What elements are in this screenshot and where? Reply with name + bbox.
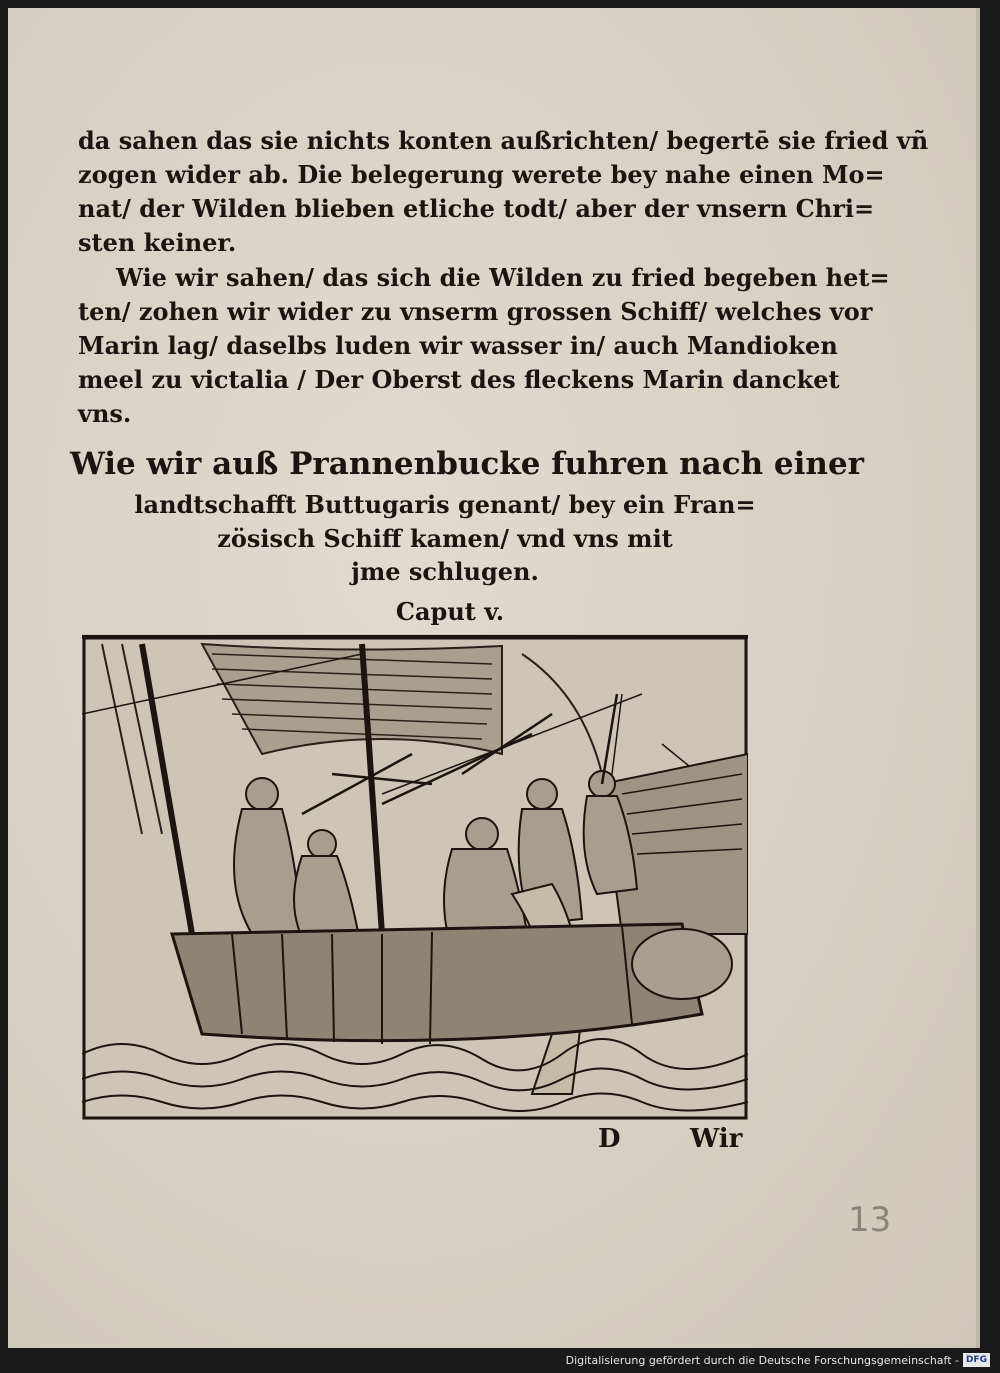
chapter-heading-line-4: jme schlugen. bbox=[351, 557, 539, 586]
digitization-credit bbox=[566, 1351, 990, 1369]
woodcut-illustration bbox=[82, 634, 748, 1120]
pencil-folio-mark: 13 bbox=[848, 1200, 892, 1240]
paragraph-1 bbox=[78, 124, 928, 260]
text-line: ten/ zohen wir wider zu vnserm grossen Schiff/ welches vor bbox=[78, 297, 873, 326]
text-line: Wie wir sahen/ das sich die Wilden zu fried begeben het= bbox=[116, 263, 890, 292]
text-line: Marin lag/ daselbs luden wir wasser in/ auch Mandioken bbox=[78, 331, 838, 360]
catchword: Wir bbox=[690, 1124, 743, 1154]
text-line: da sahen das sie nichts konten außrichten/ begertē sie fried vñ bbox=[78, 126, 929, 155]
dfg-logo: DFG bbox=[963, 1353, 990, 1367]
text-line: sten keiner. bbox=[78, 228, 237, 257]
text-line: zogen wider ab. Die belegerung werete bey nahe einen Mo= bbox=[78, 160, 885, 189]
chapter-number: Caput v. bbox=[395, 597, 505, 626]
chapter-heading-line-3: zösisch Schiff kamen/ vnd vns mit bbox=[217, 524, 673, 553]
signature-mark: D bbox=[598, 1124, 621, 1154]
text-line: meel zu victalia / Der Oberst des fleckens Marin dancket bbox=[78, 365, 840, 394]
credit-text: Digitalisierung gefördert durch die Deutsche Forschungsgemeinschaft - bbox=[565, 1353, 959, 1367]
paragraph-2 bbox=[78, 261, 890, 431]
chapter-heading-line-2: landtschafft Buttugaris genant/ bey ein Fran= bbox=[134, 490, 756, 519]
text-line: vns. bbox=[78, 399, 132, 428]
text-line: nat/ der Wilden blieben etliche todt/ aber der vnsern Chri= bbox=[78, 194, 875, 223]
chapter-heading-line-1: Wie wir auß Prannenbucke fuhren nach einer bbox=[70, 446, 864, 482]
